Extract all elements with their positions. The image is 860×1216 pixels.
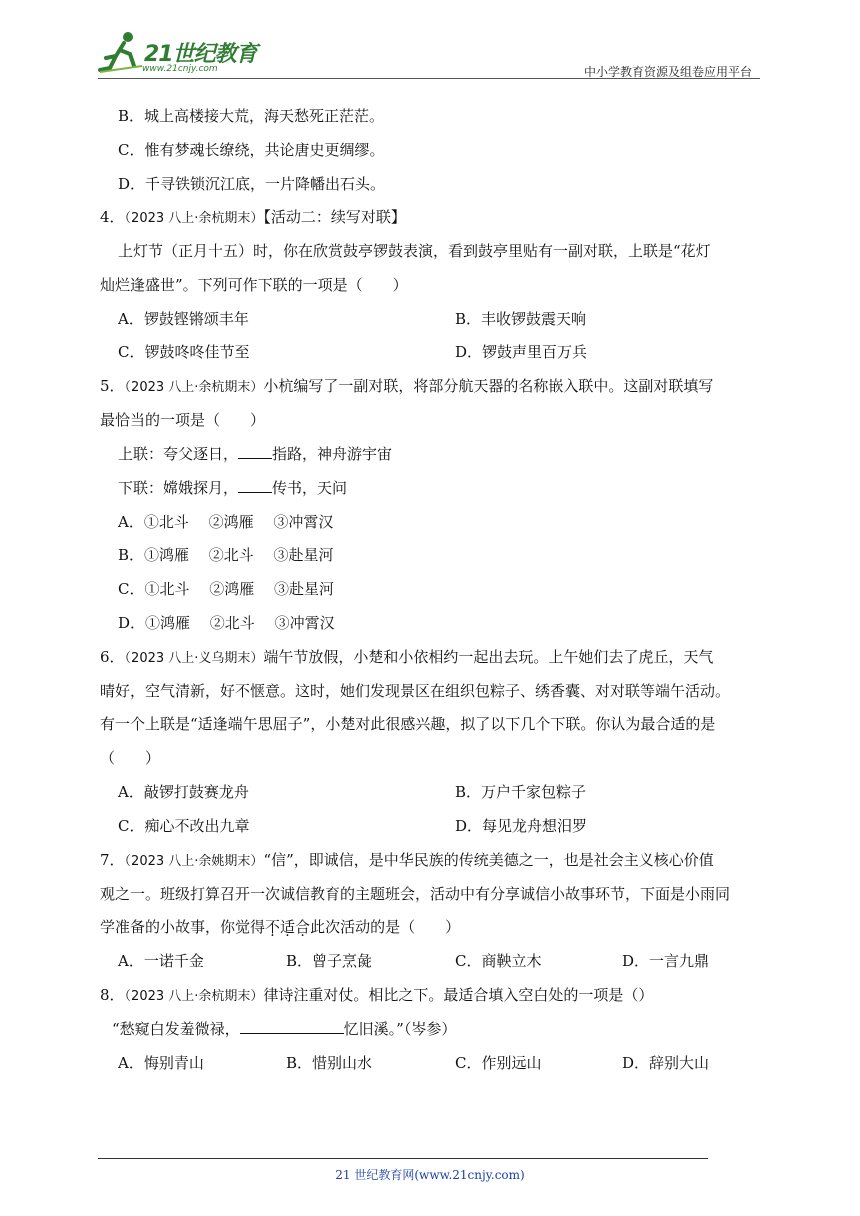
q4-source: （2023 八上·余杭期末） xyxy=(124,211,264,226)
q7-emphasis-char: 适 xyxy=(280,918,296,936)
q6-stem-line2: 晴好，空气清新，好不惬意。这时，她们发现景区在组织包粽子、绣香囊、对对联等端午活动。 xyxy=(100,682,731,700)
q7-emphasized-text xyxy=(265,918,310,936)
q4-stem-line2: 灿烂逢盛世”。下列可作下联的一项是（ ） xyxy=(100,276,408,294)
header-divider xyxy=(98,78,760,79)
q4-header xyxy=(100,207,406,229)
q5-option-c: C．①北斗 ②鸿雁 ③赴星河 xyxy=(118,580,335,598)
q6-number: 6． xyxy=(100,648,125,666)
footer-divider xyxy=(98,1158,708,1159)
site-logo[interactable] xyxy=(98,30,268,76)
q6-stem-line1: 端午节放假，小楚和小依相约一起出去玩。上午她们去了虎丘，天气 xyxy=(263,648,714,666)
q7-stem-line3-end: 此次活动的是（ ） xyxy=(310,918,461,936)
q7-number: 7． xyxy=(100,851,125,869)
q5-number: 5． xyxy=(100,377,125,395)
q7-emphasis-char: 合 xyxy=(295,918,311,936)
q4-title: 【活动二：续写对联】 xyxy=(263,208,406,226)
q7-option-d: D．一言九鼎 xyxy=(622,952,710,970)
q8-poem-blank xyxy=(240,1019,344,1034)
q8-option-c: C．作别远山 xyxy=(455,1054,542,1072)
q6-stem-line4: （ ） xyxy=(100,749,161,767)
q5-upper-start: 上联：夸父逐日， xyxy=(118,445,239,463)
q6-option-d: D．每见龙舟想汨罗 xyxy=(455,817,588,835)
q7-stem-line3 xyxy=(100,917,460,937)
q8-option-b: B．惜别山水 xyxy=(286,1054,373,1072)
platform-name: 中小学教育资源及组卷应用平台 xyxy=(583,65,752,79)
q5-upper-blank xyxy=(238,444,272,459)
q8-poem-end: 忆旧溪。”（岑参） xyxy=(343,1020,457,1038)
q5-option-b: B．①鸿雁 ②北斗 ③赴星河 xyxy=(118,546,334,564)
q7-option-c: C．商鞅立木 xyxy=(455,952,542,970)
q4-stem-line1: 上灯节（正月十五）时，你在欣赏鼓亭锣鼓表演，看到鼓亭里贴有一副对联，上联是“花灯 xyxy=(118,242,711,260)
q6-option-b: B．万户千家包粽子 xyxy=(455,783,587,801)
q5-stem-line2: 最恰当的一项是（ ） xyxy=(100,411,266,429)
runner-logo-icon xyxy=(98,30,144,74)
q5-header xyxy=(100,376,713,398)
q8-option-a: A．悔别青山 xyxy=(118,1054,204,1072)
q5-source: （2023 八上·余杭期末） xyxy=(124,380,264,395)
q5-lower-couplet xyxy=(118,478,347,498)
q8-number: 8． xyxy=(100,986,125,1004)
q8-option-d: D．辞别大山 xyxy=(622,1054,710,1072)
q4-option-a: A．锣鼓铿锵颂丰年 xyxy=(118,310,249,328)
q5-lower-blank xyxy=(238,478,272,493)
q3-option-c: C．惟有梦魂长缭绕，共论唐史更绸缪。 xyxy=(118,141,385,159)
q6-option-c: C．痴心不改出九章 xyxy=(118,817,250,835)
q7-emphasis-char: 不 xyxy=(265,918,281,936)
logo-text: 21世纪教育 xyxy=(144,42,257,67)
q5-upper-end: 指路，神舟游宇宙 xyxy=(272,445,393,463)
q4-option-b: B．丰收锣鼓震天响 xyxy=(455,310,587,328)
q7-stem-line3-start: 学准备的小故事，你觉得 xyxy=(100,918,266,936)
q5-lower-start: 下联：嫦娥探月， xyxy=(118,479,239,497)
q4-number: 4． xyxy=(100,208,125,226)
q8-header xyxy=(100,985,653,1007)
q5-option-a: A．①北斗 ②鸿雁 ③冲霄汉 xyxy=(118,513,334,531)
q5-stem-line1: 小杭编写了一副对联，将部分航天器的名称嵌入联中。这副对联填写 xyxy=(263,377,714,395)
q6-option-a: A．敲锣打鼓赛龙舟 xyxy=(118,783,249,801)
q7-stem-line2: 观之一。班级打算召开一次诚信教育的主题班会，活动中有分享诚信小故事环节，下面是小雨同 xyxy=(100,885,731,903)
q4-option-d: D．锣鼓声里百万兵 xyxy=(455,343,588,361)
q5-upper-couplet xyxy=(118,444,392,464)
q7-option-a: A．一诺千金 xyxy=(118,952,204,970)
q7-stem-line1: “信”，即诚信，是中华民族的传统美德之一，也是社会主义核心价值 xyxy=(263,851,714,869)
page-header xyxy=(98,30,760,78)
q5-option-d: D．①鸿雁 ②北斗 ③冲霄汉 xyxy=(118,614,335,632)
q8-poem-start: “愁窥白发羞微禄， xyxy=(112,1020,240,1038)
q3-option-d: D．千寻铁锁沉江底，一片降幡出石头。 xyxy=(118,175,386,193)
q6-header xyxy=(100,647,713,669)
q6-stem-line3: 有一个上联是“适逢端午思屈子”，小楚对此很感兴趣，拟了以下几个下联。你认为最合适的是 xyxy=(100,715,716,733)
q8-stem-line1: 律诗注重对仗。相比之下。最适合填入空白处的一项是（） xyxy=(263,986,654,1004)
q8-source: （2023 八上·余杭期末） xyxy=(124,989,264,1004)
q3-option-b: B．城上高楼接大荒，海天愁死正茫茫。 xyxy=(118,107,385,125)
q7-header xyxy=(100,850,714,872)
q7-option-b: B．曾子烹彘 xyxy=(286,952,373,970)
q7-source: （2023 八上·余姚期末） xyxy=(124,854,264,869)
q8-poem-line xyxy=(112,1019,456,1039)
logo-url: www.21cnjy.com xyxy=(142,64,218,74)
footer-link[interactable]: 21 世纪教育网(www.21cnjy.com) xyxy=(335,1168,525,1182)
q6-source: （2023 八上·义乌期末） xyxy=(124,651,264,666)
q5-lower-end: 传书，天问 xyxy=(272,479,348,497)
q4-option-c: C．锣鼓咚咚佳节至 xyxy=(118,343,250,361)
